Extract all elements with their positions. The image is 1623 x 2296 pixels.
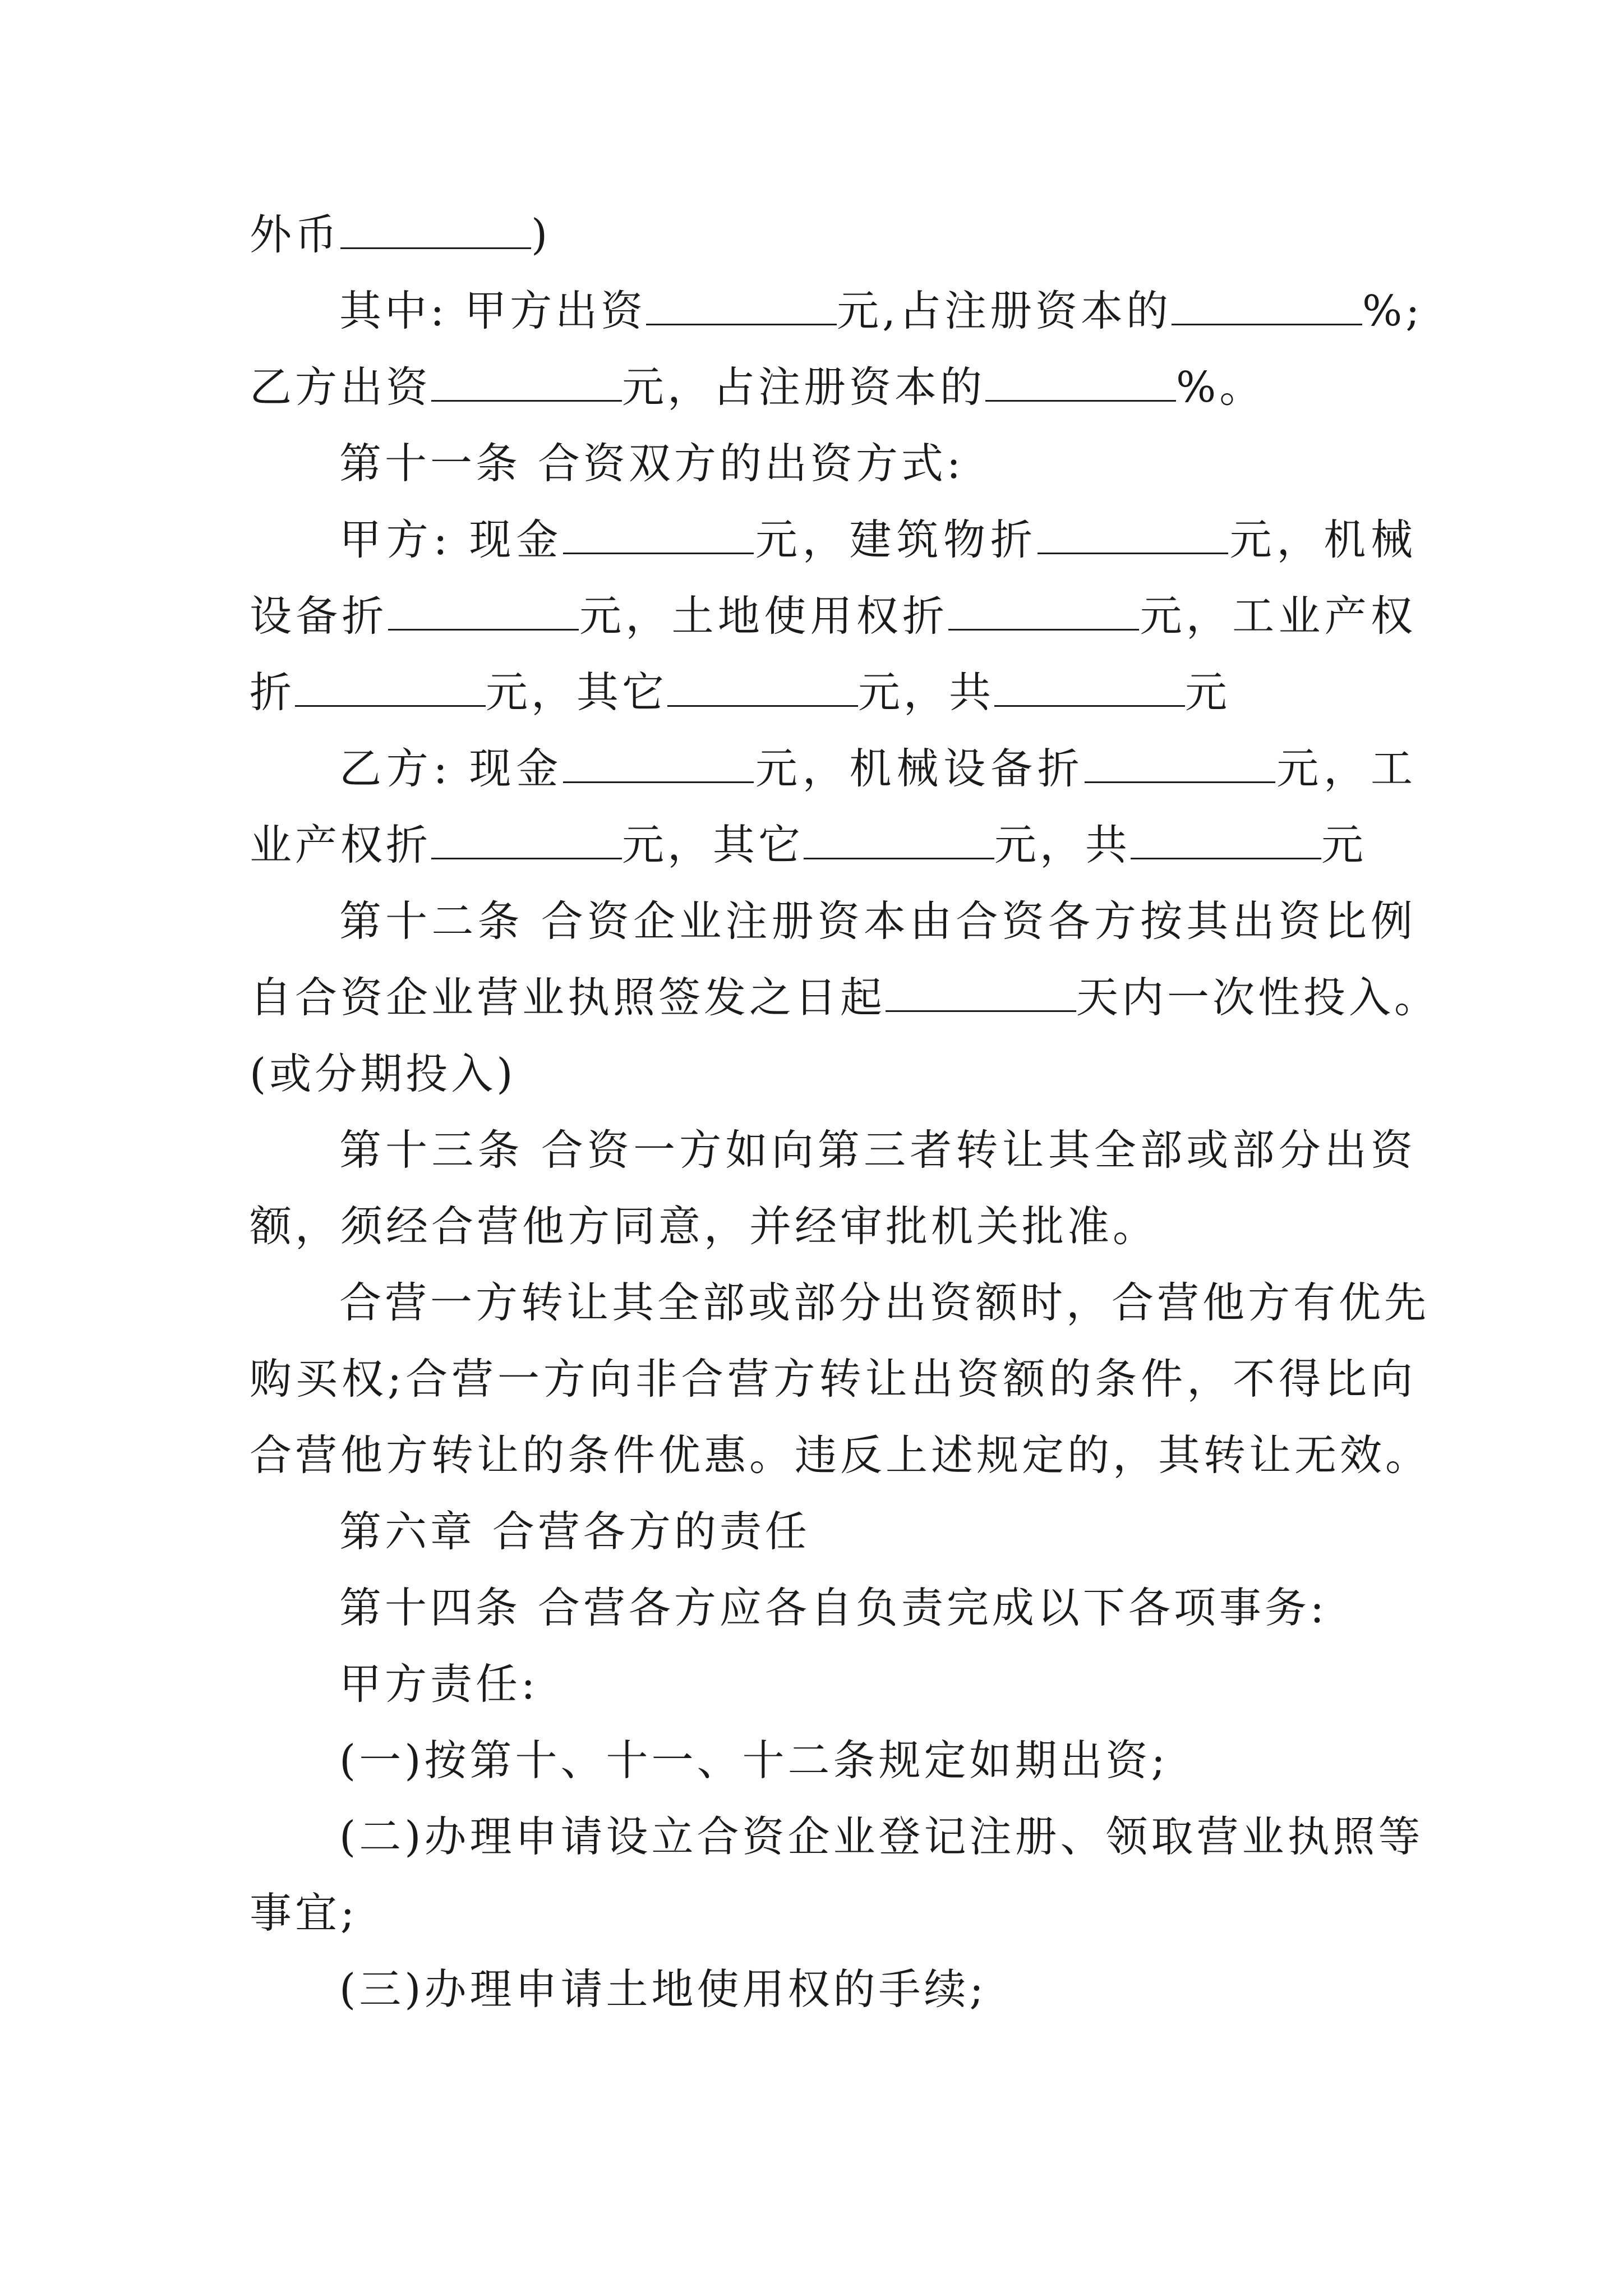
text-line	[250, 578, 1416, 654]
article-text	[250, 1112, 1416, 1188]
text-line	[250, 730, 1416, 807]
line-text: 元，其它	[486, 668, 668, 717]
line-text: 合营他方转让的条件优惠。违反上述规定的，其转让无效。	[250, 1430, 1431, 1480]
text-line	[250, 1341, 1416, 1417]
line-text: %;	[1362, 286, 1423, 335]
fill-blank[interactable]	[340, 214, 531, 249]
line-text: 第十四条 合营各方应各自负责完成以下各项事务:	[339, 1583, 1328, 1632]
line-text: 第十三条 合资一方如向第三者转让其全部或部分出资	[339, 1125, 1416, 1175]
line-text: 元	[1321, 820, 1367, 869]
line-text: 购买权;合营一方向非合营方转让出资额的条件，不得比向	[250, 1354, 1416, 1404]
article-heading	[250, 1570, 1416, 1646]
line-text: 第十一条 合资双方的出资方式:	[339, 439, 965, 488]
fill-blank[interactable]	[563, 748, 754, 783]
fill-blank[interactable]	[667, 671, 858, 707]
line-text: 元，机械	[1228, 515, 1416, 564]
text-line	[250, 1036, 1416, 1112]
text-line	[250, 1417, 1431, 1493]
fill-blank[interactable]	[431, 824, 622, 859]
line-text: 甲方: 现金	[339, 515, 564, 564]
line-text: (或分期投入)	[250, 1049, 517, 1098]
fill-blank[interactable]	[1172, 290, 1362, 325]
line-text: 元，占注册资本的	[622, 362, 986, 412]
text-line	[250, 1188, 1416, 1264]
line-text: 元,占注册资本的	[837, 286, 1172, 335]
text-line	[250, 1264, 1430, 1341]
line-text: 其中: 甲方出资	[339, 286, 647, 335]
line-text: 元，共	[994, 820, 1131, 869]
line-text: 第六章 合营各方的责任	[339, 1507, 810, 1556]
line-text: 元	[1185, 668, 1231, 717]
text-line	[250, 349, 1416, 425]
article-text	[250, 883, 1416, 959]
list-item	[250, 1722, 1416, 1798]
fill-blank[interactable]	[388, 595, 579, 631]
article-heading	[250, 425, 1416, 501]
text-line	[250, 501, 1416, 578]
text-line	[250, 959, 1440, 1036]
line-text: 设备折	[250, 591, 388, 641]
fill-blank[interactable]	[431, 366, 622, 402]
line-text: 元，建筑物折	[754, 515, 1038, 564]
text-line	[250, 273, 1423, 349]
line-text: (一)按第十、十一、十二条规定如期出资;	[339, 1736, 1169, 1785]
line-text: 元，工业产权	[1139, 591, 1416, 641]
fill-blank[interactable]	[948, 595, 1139, 631]
line-text: 事宜;	[250, 1888, 358, 1938]
list-item	[250, 1798, 1424, 1875]
line-text: (三)办理申请土地使用权的手续;	[339, 1964, 987, 2014]
line-text: 自合资企业营业执照签发之日起	[250, 973, 886, 1022]
text-line	[250, 807, 1416, 883]
fill-blank[interactable]	[646, 290, 837, 325]
line-text: 元，其它	[622, 820, 804, 869]
line-text: 业产权折	[250, 820, 432, 869]
text-line	[250, 1646, 1416, 1722]
line-text: )	[531, 210, 551, 259]
chapter-heading	[250, 1493, 1416, 1570]
line-text: 合营一方转让其全部或部分出资额时，合营他方有优先	[339, 1278, 1430, 1327]
fill-blank[interactable]	[804, 824, 994, 859]
text-line	[250, 196, 1416, 273]
line-text: 折	[250, 668, 296, 717]
line-text: 天内一次性投入。	[1076, 973, 1440, 1022]
list-item	[250, 1951, 1416, 2027]
line-text: 外币	[250, 210, 341, 259]
document-body	[250, 196, 1440, 2027]
line-text: 甲方责任:	[339, 1659, 539, 1709]
fill-blank[interactable]	[1131, 824, 1321, 859]
fill-blank[interactable]	[994, 671, 1185, 707]
line-text: %。	[1176, 362, 1265, 412]
fill-blank[interactable]	[985, 366, 1176, 402]
fill-blank[interactable]	[886, 977, 1076, 1012]
fill-blank[interactable]	[1085, 748, 1275, 783]
fill-blank[interactable]	[1038, 519, 1228, 554]
line-text: (二)办理申请设立合资企业登记注册、领取营业执照等	[339, 1812, 1424, 1861]
text-line	[250, 1875, 1416, 1951]
line-text: 元，机械设备折	[754, 744, 1085, 793]
line-text: 元，共	[858, 668, 995, 717]
text-line	[250, 654, 1416, 730]
fill-blank[interactable]	[295, 671, 486, 707]
line-text: 元，土地使用权折	[578, 591, 949, 641]
fill-blank[interactable]	[563, 519, 754, 554]
line-text: 额，须经合营他方同意，并经审批机关批准。	[250, 1202, 1159, 1251]
line-text: 第十二条 合资企业注册资本由合资各方按其出资比例	[339, 896, 1416, 946]
line-text: 乙方: 现金	[339, 744, 564, 793]
line-text: 乙方出资	[250, 362, 432, 412]
line-text: 元，工	[1275, 744, 1416, 793]
